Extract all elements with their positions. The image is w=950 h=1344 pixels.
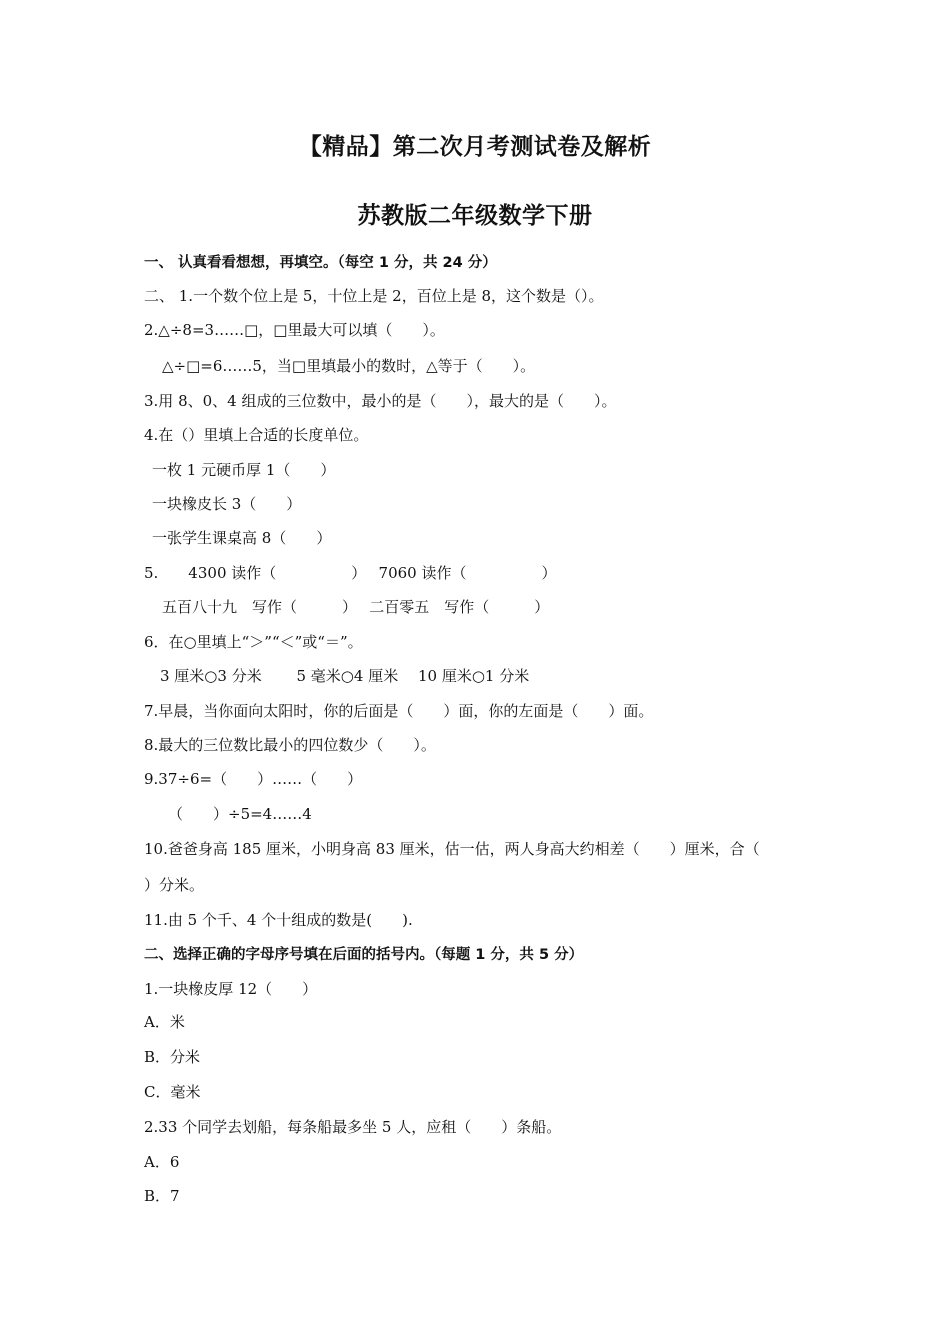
question-line: 3 厘米○3 分米 5 毫米○4 厘米 10 厘米○1 分米 (160, 667, 530, 685)
question-line: 一张学生课桌高 8（ ） (152, 529, 332, 547)
question-line: 5. 4300 读作（ ） 7060 读作（ ） (144, 564, 557, 582)
option-line: C．毫米 (144, 1083, 201, 1101)
question-line: （ ）÷5=4……4 (168, 805, 312, 823)
document-title: 【精品】第二次月考测试卷及解析 (298, 134, 652, 160)
question-line: 6．在○里填上“＞”“＜”或“＝”。 (144, 633, 363, 651)
question-line: 二、 1.一个数个位上是 5，十位上是 2，百位上是 8，这个数是（）。 (144, 287, 604, 305)
question-line: 9.37÷6=（ ）……（ ） (144, 770, 363, 788)
question-line: △÷□=6……5，当□里填最小的数时，△等于（ ）。 (162, 357, 536, 375)
option-line: A．6 (144, 1153, 180, 1171)
question-line: 2.△÷8=3……□，□里最大可以填（ ）。 (144, 321, 445, 339)
question-line: 4.在（）里填上合适的长度单位。 (144, 426, 369, 444)
question-line: 一枚 1 元硬币厚 1（ ） (152, 461, 336, 479)
question-line: 7.早晨，当你面向太阳时，你的后面是（ ）面，你的左面是（ ）面。 (144, 702, 654, 720)
question-line: 一块橡皮长 3（ ） (152, 495, 302, 513)
question-line: 10.爸爸身高 185 厘米，小明身高 83 厘米，估一估，两人身高大约相差（ ）厘米，合（ (144, 840, 760, 858)
section-2-heading: 二、选择正确的字母序号填在后面的括号内。（每题 1 分，共 5 分） (144, 947, 584, 963)
option-line: B．分米 (144, 1048, 201, 1066)
question-line: ）分米。 (144, 876, 205, 894)
section-1-heading: 一、 认真看看想想，再填空。（每空 1 分，共 24 分） (144, 255, 497, 271)
question-line: 五百八十九 写作（ ） 二百零五 写作（ ） (162, 598, 550, 616)
option-line: B．7 (144, 1187, 180, 1205)
option-line: A．米 (144, 1013, 185, 1031)
document-subtitle: 苏教版二年级数学下册 (357, 203, 593, 229)
question-line: 1.一块橡皮厚 12（ ） (144, 980, 318, 998)
question-line: 11.由 5 个千、4 个十组成的数是( ). (144, 911, 413, 929)
question-line: 8.最大的三位数比最小的四位数少（ ）。 (144, 736, 436, 754)
question-line: 3.用 8、0、4 组成的三位数中，最小的是（ ），最大的是（ ）。 (144, 392, 617, 410)
question-line: 2.33 个同学去划船，每条船最多坐 5 人，应租（ ）条船。 (144, 1118, 562, 1136)
